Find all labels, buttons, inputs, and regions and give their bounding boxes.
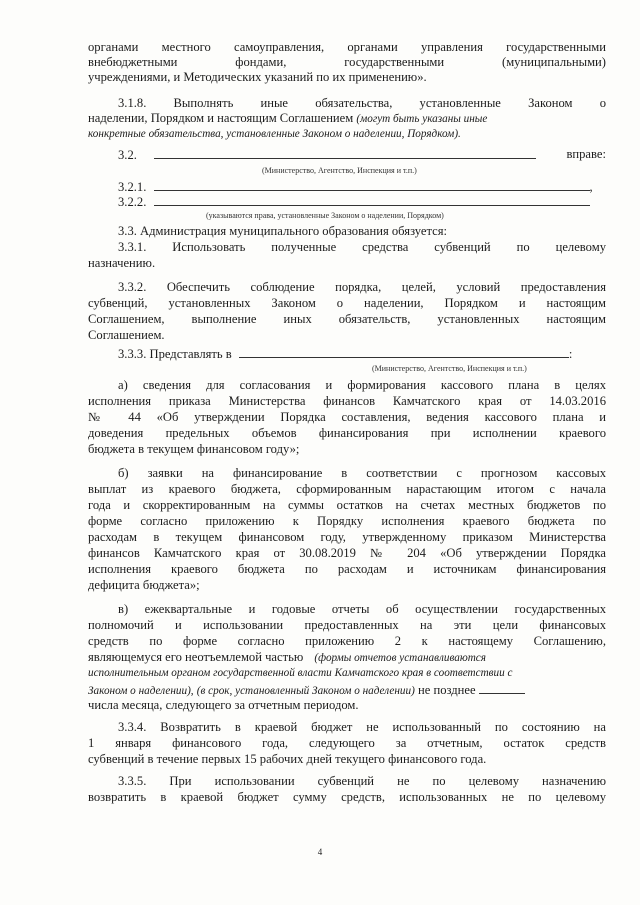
fill-in-blank[interactable] bbox=[154, 147, 536, 159]
text-line: средств по форме согласно приложению 2 к настоящему Соглашению, bbox=[88, 634, 606, 648]
clause-number: 3.2.1. bbox=[118, 180, 147, 194]
text-line: расходам в текущем финансовом году, утвержденному приказом Министерства bbox=[88, 530, 606, 544]
text-line: полномочий и использовании предоставленных на эти цели финансовых bbox=[88, 618, 606, 632]
clause-3-2-1: 3.2.1. , bbox=[118, 180, 593, 194]
clause-3-3-1: 3.3.1. Использовать полученные средства субвенций по целевому bbox=[118, 240, 606, 254]
text-line: учреждениями, и Методических указаний по их применению». bbox=[88, 70, 427, 84]
text-line: финансов Камчатского края от 30.08.2019 № 204 «Об утверждении Порядка bbox=[88, 546, 606, 560]
note-italic: исполнительным органом государственной власти Камчатского края в соответствии с bbox=[88, 667, 513, 679]
text-line: назначению. bbox=[88, 256, 156, 270]
clause-3-3-4: 3.3.4. Возвратить в краевой бюджет не использованный по состоянию на bbox=[118, 720, 606, 734]
note-italic: конкретные обязательства, установленные Законом о наделении, Порядком). bbox=[88, 128, 461, 140]
text-segment: являющемуся его неотъемлемой частью bbox=[88, 650, 304, 664]
note-italic: (в срок, установленный Законом о наделении) bbox=[196, 685, 415, 697]
fill-in-blank[interactable] bbox=[154, 179, 590, 191]
text-line: возвратить в краевой бюджет сумму средств, использованных не по целевому bbox=[88, 790, 606, 804]
clause-number: 3.3.3. Представлять в bbox=[118, 347, 232, 361]
page-number: 4 bbox=[317, 847, 323, 857]
clause-3-3: 3.3. Администрация муниципального образования обязуется: bbox=[118, 224, 448, 238]
item-a: а) сведения для согласования и формирования кассового плана в целях bbox=[118, 378, 606, 392]
text-line: 1 января финансового года, следующего за отчетным, остаток средств bbox=[88, 736, 606, 750]
blank-caption: (Министерство, Агентство, Инспекция и т.п.) bbox=[372, 364, 527, 373]
fill-in-blank[interactable] bbox=[239, 346, 569, 358]
text-line: года и скорректированным на суммы остатков на счетах местных бюджетов по bbox=[88, 498, 606, 512]
text-segment: наделении, Порядком и настоящим Соглашением bbox=[88, 111, 354, 125]
text-line: органами местного самоуправления, органами управления государственными bbox=[88, 40, 606, 54]
text-line: № 44 «Об утверждении Порядка составления, ведения кассового плана и bbox=[88, 410, 606, 424]
clause-3-1-8: 3.1.8. Выполнять иные обязательства, установленные Законом о bbox=[118, 96, 606, 110]
blank-caption: (Министерство, Агентство, Инспекция и т.п.) bbox=[262, 166, 417, 175]
clause-number: 3.2. bbox=[118, 148, 137, 162]
clause-3-3-2: 3.3.2. Обеспечить соблюдение порядка, целей, условий предоставления bbox=[118, 280, 606, 294]
note-italic: (формы отчетов устанавливаются bbox=[314, 652, 486, 664]
text-line: исполнения приказа Министерства финансов Камчатского края от 14.03.2016 bbox=[88, 394, 606, 408]
text-line bbox=[88, 682, 606, 699]
text-line bbox=[88, 650, 606, 666]
text-line: Соглашением, выполнение иных обязательств, установленных настоящим bbox=[88, 312, 606, 326]
text-line bbox=[88, 111, 606, 127]
text-segment: вправе: bbox=[566, 147, 606, 161]
note-italic: (могут быть указаны иные bbox=[356, 113, 488, 125]
text-line: числа месяца, следующего за отчетным периодом. bbox=[88, 698, 359, 712]
text-line: бюджета в текущем финансовом году»; bbox=[88, 442, 300, 456]
item-b: б) заявки на финансирование в соответствии с прогнозом кассовых bbox=[118, 466, 606, 480]
text-line: Соглашением. bbox=[88, 328, 165, 342]
clause-3-3-3: 3.3.3. Представлять в : bbox=[118, 347, 573, 361]
text-line: выплат из краевого бюджета, сформированным нарастающим итогом с начала bbox=[88, 482, 606, 496]
text-line: доведения предельных объемов финансирования при исполнении краевого bbox=[88, 426, 606, 440]
clause-3-2 bbox=[118, 147, 606, 163]
note-italic: Законом о наделении), bbox=[88, 685, 194, 697]
text-line: субвенций в течение первых 15 рабочих дней текущего финансового года. bbox=[88, 752, 487, 766]
text-line: субвенций, установленных Законом о наделении, Порядком и настоящим bbox=[88, 296, 606, 310]
fill-in-blank[interactable] bbox=[154, 194, 590, 206]
text-line: исполнения краевого бюджета по расходам и источникам финансирования bbox=[88, 562, 606, 576]
clause-3-2-2 bbox=[118, 194, 606, 210]
clause-number: 3.2.2. bbox=[118, 195, 147, 209]
clause-3-3-5: 3.3.5. При использовании субвенций не по целевому назначению bbox=[118, 774, 606, 788]
fill-in-blank[interactable] bbox=[479, 682, 525, 694]
text-line: форме согласно приложению к Порядку исполнения краевого бюджета по bbox=[88, 514, 606, 528]
blank-caption: (указываются права, установленные Законом о наделении, Порядком) bbox=[206, 211, 444, 220]
text-segment: не позднее bbox=[418, 683, 476, 697]
text-line: дефицита бюджета»; bbox=[88, 578, 200, 592]
item-v: в) ежеквартальные и годовые отчеты об осуществлении государственных bbox=[118, 602, 606, 616]
text-line: внебюджетными фондами, государственными (муниципальными) bbox=[88, 55, 606, 69]
